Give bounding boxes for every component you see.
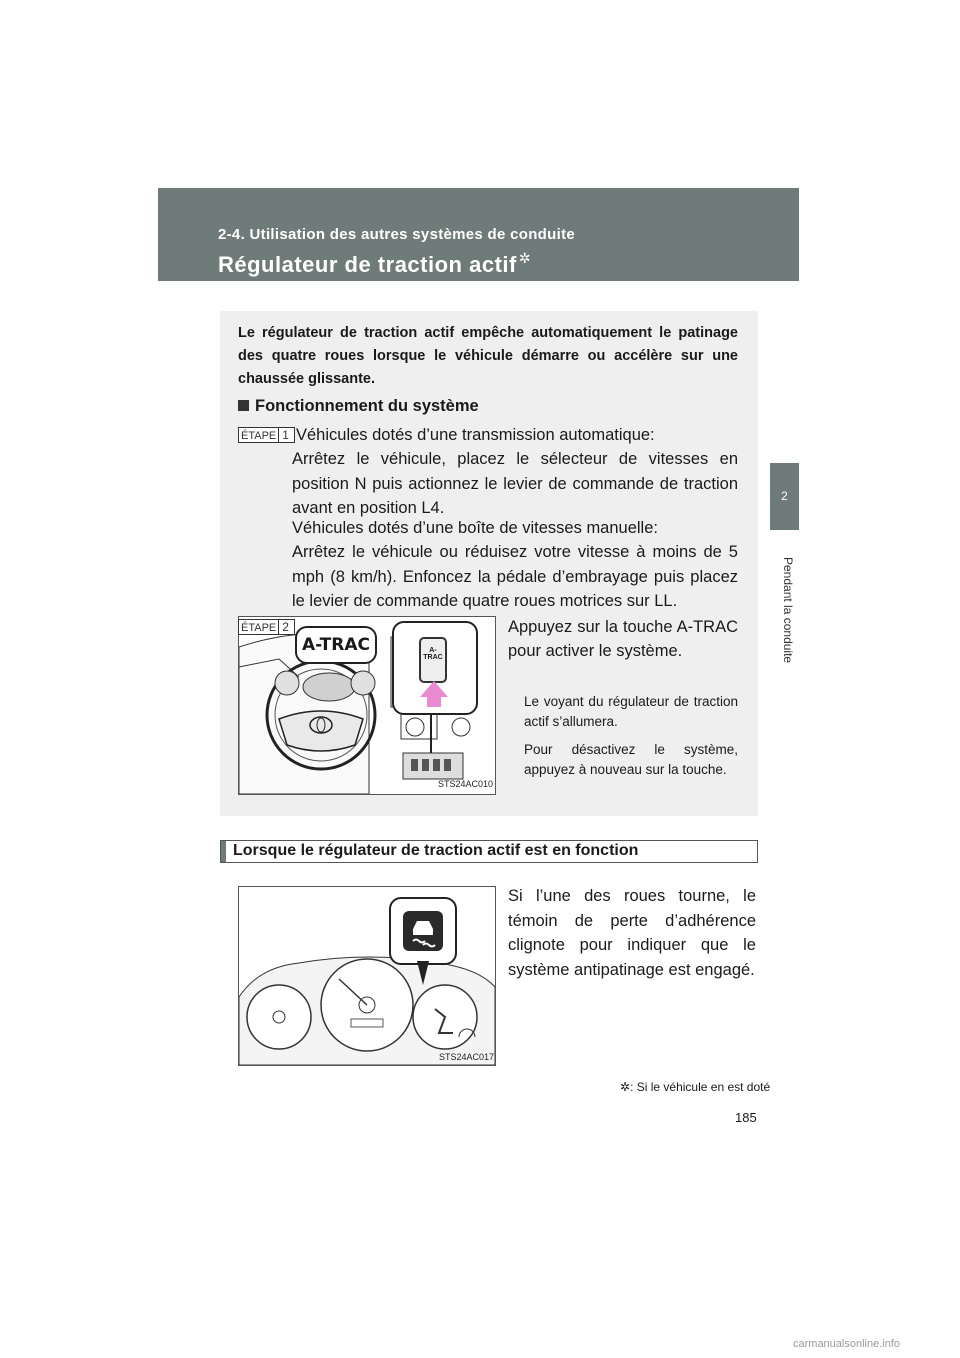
step2-note-1: Le voyant du régulateur de traction actif s’allumera. <box>524 694 738 729</box>
active-section-text: Si l’une des roues tourne, le témoin de perte d’adhérence clignote pour indiquer que le système antipatinage est engagé. <box>508 887 756 979</box>
a-trac-button[interactable]: A- TRAC <box>419 637 447 683</box>
step-2-word: ÉTAPE <box>241 622 277 634</box>
step-1-badge <box>238 427 295 443</box>
slip-indicator-callout <box>389 897 457 965</box>
active-section-heading: Lorsque le régulateur de traction actif est en fonction <box>233 842 639 859</box>
operation-heading-text: Fonctionnement du système <box>255 397 479 415</box>
figure-code-2: STS24AC017 <box>439 1052 495 1062</box>
press-arrow-stem <box>427 697 441 707</box>
footnote <box>620 1080 770 1094</box>
step-2-badge <box>238 619 295 635</box>
step2-text: Appuyez sur la touche A-TRAC pour activer le système. <box>508 618 738 660</box>
page-number: 185 <box>735 1110 757 1125</box>
step-1-word: ÉTAPE <box>241 430 277 442</box>
dashboard-a-trac-figure <box>238 616 496 795</box>
step1-manual-heading: Véhicules dotés d’une boîte de vitesses manuelle: <box>292 519 658 537</box>
section-label: 2-4. Utilisation des autres systèmes de conduite <box>218 226 576 243</box>
chapter-caption: Pendant la conduite <box>781 557 795 664</box>
page-title <box>218 250 531 278</box>
active-section-heading-bar <box>220 840 758 863</box>
footnote-text: : Si le véhicule en est doté <box>630 1080 771 1094</box>
step-1-number: 1 <box>278 428 292 442</box>
callout-pointer-icon <box>417 961 429 985</box>
square-bullet-icon <box>238 400 249 411</box>
step1-manual-text: Arrêtez le véhicule ou réduisez votre vitesse à moins de 5 mph (8 km/h). Enfoncez la pédale d’embrayage puis placez le levier de commande quatre roues motrices sur LL. <box>292 543 738 610</box>
footnote-asterisk: ✲ <box>620 1080 631 1094</box>
chapter-tab[interactable]: 2 <box>770 463 799 530</box>
step2-note-2: Pour désactivez le système, appuyez à nouveau sur la touche. <box>524 742 738 777</box>
a-trac-callout: A-TRAC <box>295 626 377 664</box>
heading-accent <box>221 841 226 862</box>
instrument-cluster-figure <box>238 886 496 1066</box>
button-callout <box>392 621 478 715</box>
press-arrow-icon <box>420 681 448 697</box>
figure-code: STS24AC010 <box>438 779 494 789</box>
slip-indicator-icon <box>391 899 455 963</box>
title-asterisk: ✲ <box>518 250 532 266</box>
page-title-text: Régulateur de traction actif <box>218 252 517 277</box>
step1-auto-heading: Véhicules dotés d’une transmission automatique: <box>296 426 655 444</box>
step1-auto-text: Arrêtez le véhicule, placez le sélecteur de vitesses en position N puis actionnez le levier de commande de traction avant en position L4. <box>292 450 738 517</box>
operation-heading <box>238 397 479 416</box>
intro-paragraph: Le régulateur de traction actif empêche automatiquement le patinage des quatre roues lorsque le véhicule démarre ou accélère sur une chaussée glissante. <box>238 325 738 387</box>
watermark[interactable]: carmanualsonline.info <box>793 1338 901 1350</box>
step-2-number: 2 <box>278 620 292 634</box>
